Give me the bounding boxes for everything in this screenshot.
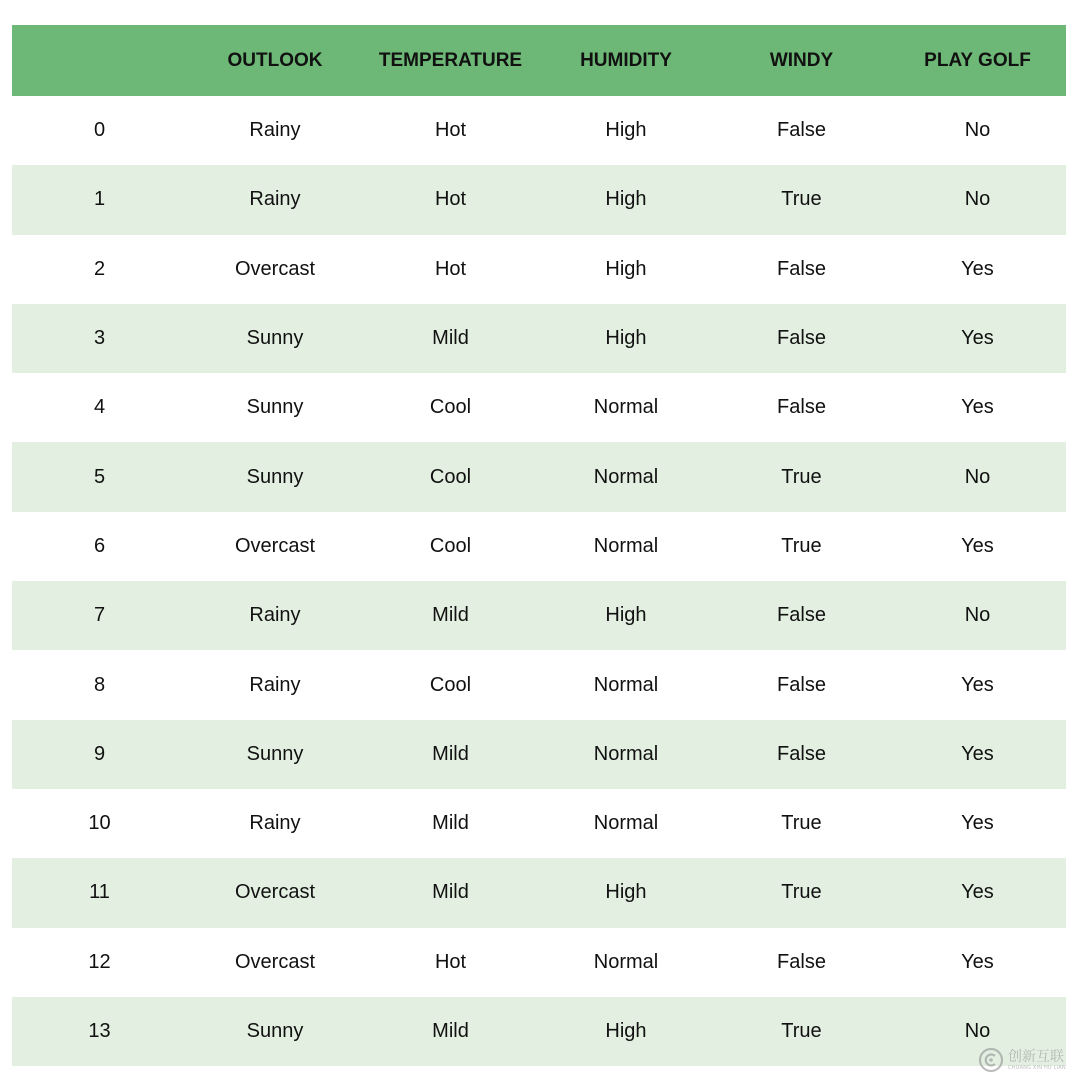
cell-outlook: Sunny [246, 396, 304, 419]
cell-temperature: Mild [432, 327, 469, 350]
cell-outlook: Sunny [246, 1020, 304, 1042]
cell-humidity: High [605, 604, 647, 627]
cell-windy: False [777, 327, 826, 350]
watermark-logo-icon [978, 1047, 1004, 1073]
cell-outlook: Overcast [234, 534, 316, 557]
table-header-row [12, 25, 1066, 96]
cell-windy: True [781, 881, 822, 904]
cell-windy: False [777, 742, 826, 765]
cell-play-golf: Yes [961, 257, 994, 280]
cell-outlook: Rainy [249, 812, 301, 835]
watermark-subtext: CHUANG XIN HU LIAN [1008, 1064, 1066, 1071]
cell-play-golf: No [964, 188, 991, 211]
cell-index: 9 [93, 742, 106, 765]
cell-play-golf: No [964, 1020, 991, 1042]
cell-play-golf: Yes [961, 950, 994, 973]
cell-humidity: High [605, 188, 647, 211]
cell-temperature: Hot [434, 188, 467, 211]
cell-temperature: Mild [432, 812, 469, 835]
cell-index: 5 [93, 465, 106, 488]
cell-humidity: High [605, 257, 647, 280]
header-play-golf: PLAY GOLF [924, 49, 1031, 71]
table-row [12, 650, 1066, 719]
cell-windy: True [781, 812, 822, 835]
cell-humidity: Normal [593, 950, 659, 973]
table-row [12, 304, 1066, 373]
cell-temperature: Cool [429, 465, 472, 488]
cell-index: 4 [93, 396, 106, 419]
cell-temperature: Mild [432, 881, 469, 904]
golf-data-table-container [12, 25, 1066, 1066]
cell-temperature: Hot [434, 950, 467, 973]
cell-humidity: Normal [593, 673, 659, 696]
cell-outlook: Overcast [234, 950, 316, 973]
cell-outlook: Rainy [249, 673, 301, 696]
cell-windy: True [781, 188, 822, 211]
cell-play-golf: Yes [961, 742, 994, 765]
cell-outlook: Rainy [249, 604, 301, 627]
cell-windy: False [777, 604, 826, 627]
cell-play-golf: Yes [961, 673, 994, 696]
cell-windy: True [781, 534, 822, 557]
cell-humidity: High [605, 119, 647, 142]
cell-index: 10 [88, 812, 111, 835]
cell-play-golf: Yes [961, 812, 994, 835]
header-temperature: TEMPERATURE [378, 49, 523, 71]
cell-temperature: Cool [429, 673, 472, 696]
cell-outlook: Rainy [249, 188, 301, 211]
cell-play-golf: Yes [961, 881, 994, 904]
cell-humidity: Normal [593, 742, 659, 765]
cell-index: 2 [93, 257, 106, 280]
cell-index: 0 [93, 119, 106, 142]
cell-humidity: High [605, 327, 647, 350]
cell-temperature: Hot [434, 119, 467, 142]
table-row [12, 858, 1066, 927]
cell-index: 7 [93, 604, 106, 627]
cell-play-golf: No [964, 604, 991, 627]
cell-index: 13 [88, 1020, 111, 1042]
cell-windy: False [777, 673, 826, 696]
table-row [12, 789, 1066, 858]
cell-humidity: Normal [593, 465, 659, 488]
cell-play-golf: No [964, 465, 991, 488]
cell-windy: False [777, 257, 826, 280]
cell-play-golf: Yes [961, 534, 994, 557]
table-row [12, 373, 1066, 442]
cell-outlook: Rainy [249, 119, 301, 142]
table-body [12, 96, 1066, 1066]
table-row [12, 512, 1066, 581]
cell-index: 11 [89, 881, 110, 904]
golf-data-table [12, 25, 1066, 1066]
cell-windy: True [781, 465, 822, 488]
table-row [12, 442, 1066, 511]
table-row [12, 928, 1066, 997]
cell-index: 12 [88, 950, 111, 973]
table-row [12, 165, 1066, 234]
cell-temperature: Mild [432, 742, 469, 765]
cell-index: 8 [93, 673, 106, 696]
header-windy: WINDY [769, 49, 834, 71]
cell-outlook: Overcast [234, 257, 316, 280]
cell-humidity: Normal [593, 396, 659, 419]
cell-index: 1 [93, 188, 106, 211]
table-row [12, 96, 1066, 165]
cell-temperature: Cool [429, 534, 472, 557]
cell-windy: False [777, 119, 826, 142]
header-outlook: OUTLOOK [227, 49, 323, 71]
cell-play-golf: Yes [961, 327, 994, 350]
cell-outlook: Sunny [246, 742, 304, 765]
watermark-text: 创新互联 [1008, 1048, 1064, 1065]
table-row [12, 235, 1066, 304]
cell-humidity: Normal [593, 534, 659, 557]
cell-humidity: Normal [593, 812, 659, 835]
cell-windy: False [777, 396, 826, 419]
cell-windy: False [777, 950, 826, 973]
cell-outlook: Sunny [246, 465, 304, 488]
cell-outlook: Sunny [246, 327, 304, 350]
cell-temperature: Mild [432, 1020, 469, 1042]
cell-index: 6 [93, 534, 106, 557]
cell-windy: True [781, 1020, 822, 1042]
table-row [12, 581, 1066, 650]
watermark [978, 1040, 1076, 1080]
table-row [12, 997, 1066, 1066]
cell-temperature: Cool [429, 396, 472, 419]
cell-humidity: High [605, 1020, 647, 1042]
header-index [12, 25, 187, 96]
cell-temperature: Mild [432, 604, 469, 627]
cell-play-golf: No [964, 119, 991, 142]
cell-outlook: Overcast [234, 881, 316, 904]
cell-play-golf: Yes [961, 396, 994, 419]
cell-temperature: Hot [434, 257, 467, 280]
cell-index: 3 [93, 327, 106, 350]
header-humidity: HUMIDITY [580, 49, 672, 71]
cell-humidity: High [605, 881, 647, 904]
table-row [12, 720, 1066, 789]
